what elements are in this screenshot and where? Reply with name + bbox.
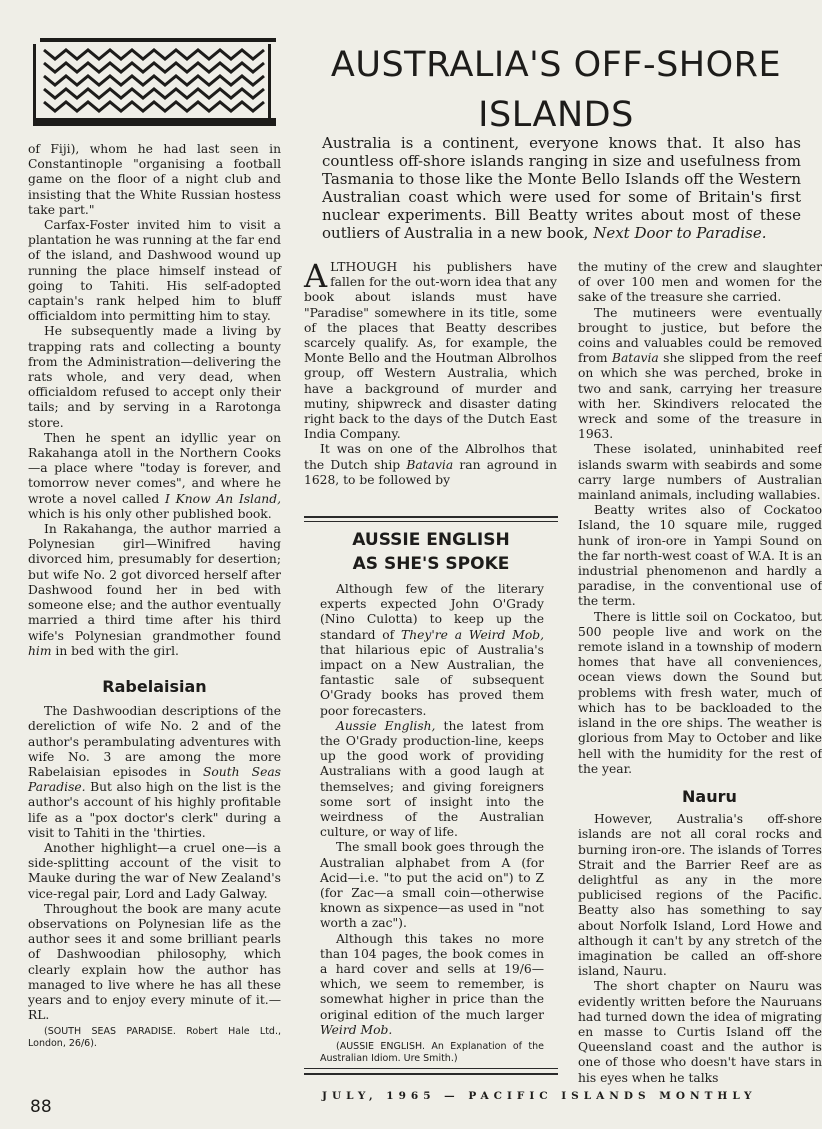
zigzag-logo (32, 38, 276, 126)
book-title: South Seas Paradise. (28, 764, 281, 795)
box-heading-line-1: AUSSIE ENGLISH (352, 530, 510, 550)
text-run: the latest from the O'Grady production-line, keeps up the good work of providing Australians with a good laugh at themselves; and giving foreigners some sort of insight into the weirdness of the Australian culture, or way of life. (320, 718, 544, 840)
col3-paragraph: There is little soil on Cockatoo, but 500 people live and work on the remote island in a township of modern homes that have all conveniences, ocean views down the Sound but problems with fresh water, much of which has to be backloaded to the island in the ore ships. The weather is glorious from May to October and like hell with the humidity for the rest of the year. (578, 609, 822, 776)
ship-name: Batavia (611, 351, 659, 366)
book-credit: (AUSSIE ENGLISH. An Explanation of the Australian Idiom. Ure Smith.) (320, 1041, 544, 1065)
section-heading-rabelaisian: Rabelaisian (102, 676, 207, 696)
text-run: But also high on the list is the author's account of his highly profitable life as a "pox doctor's clerk" during a visit to Tahiti in the 'thirties. (28, 780, 281, 840)
text-run: The mutineers were eventually brought to justice, but before the coins and valuables could be removed from (578, 305, 822, 366)
text-run: which is his only other published book. (28, 506, 272, 521)
ship-name: Batavia (406, 457, 454, 472)
box-heading-line-2: AS SHE'S SPOKE (352, 554, 510, 574)
col1-paragraph (28, 704, 281, 841)
running-footer: JULY, 1965 — PACIFIC ISLANDS MONTHLY (322, 1090, 757, 1102)
intro-text: Australia is a continent, everyone knows that. It also has countless off-shore islands ranging in size and usefulness from Tasmania to those like the Monte Bello Islands off the Western Australian coast which were used for some of Britain's first nuclear experiments. Bill Beatty writes about most of these outliers of Australia in a new book, (322, 134, 801, 242)
col2-paragraph (304, 442, 557, 488)
divider (304, 1068, 558, 1069)
text-run: The Dashwoodian descriptions of the dereliction of wife No. 2 and of the author's perambulating adventures with wife No. 3 are among the more Rabelaisian episodes in (28, 704, 281, 779)
col1-paragraph (28, 431, 281, 522)
text-run: It was on one of the Albrolhos that the Dutch ship (304, 442, 557, 472)
title-line-1: AUSTRALIA'S OFF-SHORE (330, 45, 782, 85)
col1-paragraph: of Fiji), whom he had last seen in Constantinople "organising a football game on the floor of a night club and insisting that the White Russian hostess take part." (28, 142, 281, 217)
article-title (318, 40, 794, 140)
divider (304, 521, 558, 522)
col3-paragraph: These isolated, uninhabited reef islands swarm with seabirds and some carry large numbers of Australian mainland animals, including wallabies. (578, 442, 822, 503)
column-1 (28, 142, 281, 1050)
text-run: Although this takes no more than 104 pages, the book comes in a hard cover and sells at 19/6—which, we seem to remember, is somewhat higher in price than the original edition of the much larger (320, 931, 544, 1022)
box-paragraph (320, 719, 544, 841)
col3-paragraph: Beatty writes also of Cockatoo Island, the 10 square mile, rugged hunk of iron-ore in Yampi Sound on the far north-west coast of W.A. It is an industrial phenomenon and hardly a paradise, in the conventional use of the term. (578, 503, 822, 609)
col3-paragraph: The short chapter on Nauru was evidently written before the Nauruans had turned down the idea of migrating en masse to Curtis Island off the Queensland coast and the author is one of those who doesn't have stars in his eyes when he talks (578, 979, 822, 1085)
col1-paragraph: Another highlight—a cruel one—is a side-splitting account of the visit to Mauke during the war of New Zealand's vice-regal pair, Lord and Lady Galway. (28, 840, 281, 901)
col3-paragraph (578, 306, 822, 443)
page-number: 88 (30, 1097, 52, 1117)
text-run: in bed with the girl. (51, 643, 179, 658)
text-run: Although few of the literary experts expected John O'Grady (Nino Culotta) to keep up the standard of (320, 582, 544, 642)
text-run: LTHOUGH his publishers have fallen for the out-worn idea that any book about islands must have "Paradise" somewhere in its title, some of the places that Beatty describes scarcely qualify. As, for example, the Monte Bello and the Houtman Albrolhos group, off Western Australia, which have a background of murder and mutiny, shipwreck and disaster dating right back to the days of the Dutch East India Company. (304, 260, 557, 442)
box-paragraph (320, 582, 544, 719)
text-run: Then he spent an idyllic year on Rakahanga atoll in the Northern Cooks—a place where "today is forever, and tomorrow never comes", and where he wrote a novel called (28, 430, 281, 506)
aussie-english-box (304, 528, 558, 1065)
col3-paragraph: However, Australia's off-shore islands are not all coral rocks and burning iron-ore. The islands of Torres Strait and the Barrier Reef are as delightful as any in the more publicised regions of the Pacific. Beatty also has something to say about Norfolk Island, Lord Howe and although it can't by any stretch of the imagination be called an off-shore island, Nauru. (578, 812, 822, 979)
divider (304, 516, 558, 518)
book-title: I Know An Island, (164, 491, 281, 506)
col3-paragraph: the mutiny of the crew and slaughter of over 100 men and women for the sake of the treasure she carried. (578, 260, 822, 305)
section-heading-nauru: Nauru (682, 786, 737, 806)
box-paragraph: The small book goes through the Australian alphabet from A (for Acid—i.e. "to put the acid on") to Z (for Zac—a small coin—otherwise known as sixpence—as used in "not worth a zac"). (320, 840, 544, 931)
drop-cap: A (304, 257, 328, 295)
col1-paragraph: Carfax-Foster invited him to visit a plantation he was running at the far end of the island, and Dashwood wound up running the place himself instead of going to Tahiti. His self-adopted captain's rank helped him to bluff officialdom into permitting him to stay. (28, 218, 281, 324)
emphasis: him (28, 643, 52, 658)
column-3 (578, 260, 822, 1086)
column-2 (304, 257, 557, 488)
divider (304, 1073, 558, 1075)
text-run: that hilarious epic of Australia's impact on a New Australian, the fantastic sale of subsequent O'Grady books has proved them poor forecasters. (320, 642, 544, 718)
col2-paragraph (304, 257, 557, 442)
text-run: In Rakahanga, the author married a Polynesian girl—Winifred having divorced him, presumably for desertion; but wife No. 2 got divorced herself after Dashwood found her in bed with someone else; and the author eventually married a third time after his third wife's Polynesian grandmother found (28, 522, 281, 643)
book-title: Aussie English, (336, 718, 436, 733)
intro-paragraph (322, 134, 801, 242)
book-title: They're a Weird Mob, (401, 627, 544, 642)
col1-paragraph: Throughout the book are many acute observations on Polynesian life as the author sees it and some brilliant pearls of Dashwoodian philosophy, which clearly explain how the author has managed to live where he has all these years and to enjoy every minute of it.—RL. (28, 901, 281, 1023)
text-run: ran aground in 1628, to be followed by (304, 457, 557, 487)
intro-book-title: Next Door to Paradise. (593, 224, 767, 242)
col1-paragraph (28, 522, 281, 659)
book-credit: (SOUTH SEAS PARADISE. Robert Hale Ltd., London, 26/6). (28, 1026, 281, 1050)
book-title: Weird Mob. (320, 1022, 393, 1037)
col1-paragraph: He subsequently made a living by trapping rats and collecting a bounty from the Administration—delivering the rats whole, and very dead, when officialdom refused to accept only their tails; and by serving in a Rarotonga store. (28, 324, 281, 430)
title-line-2: ISLANDS (478, 95, 634, 135)
text-run: she slipped from the reef on which she was perched, broke in two and sank, carrying her treasure with her. Skindivers relocated the wreck and some of the treasure in 1963. (578, 351, 822, 442)
box-paragraph (320, 932, 544, 1038)
